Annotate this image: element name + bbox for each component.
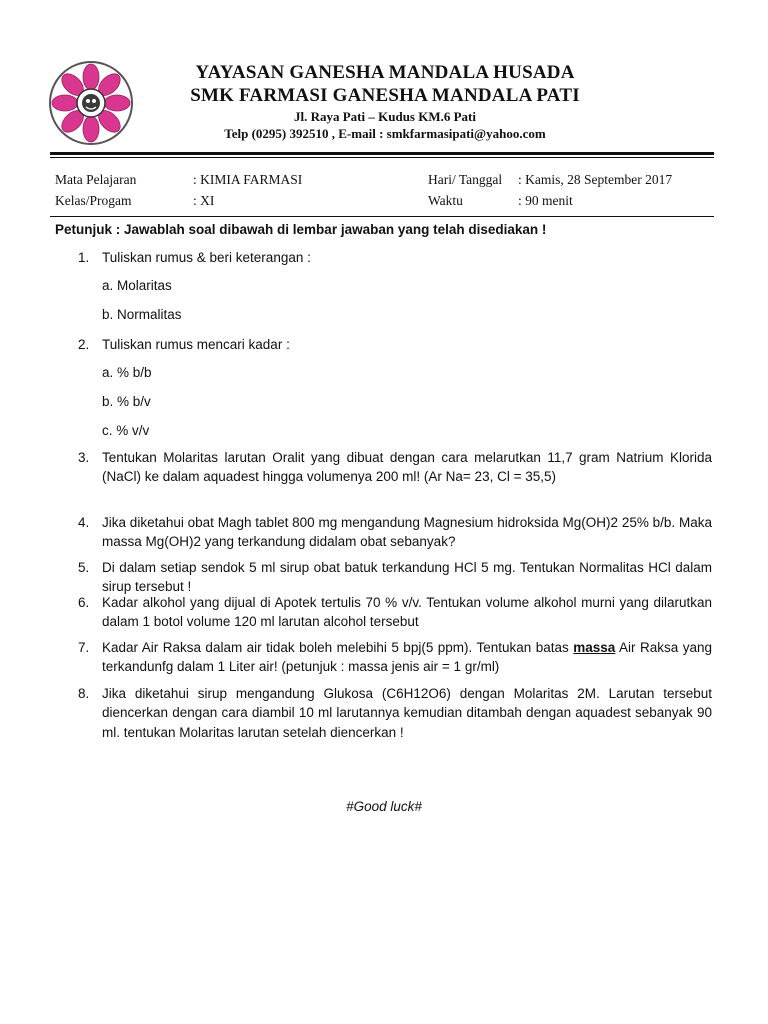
question-text-part: Kadar Air Raksa dalam air tidak boleh melebihi 5 bpj(5 ppm). Tentukan batas — [102, 640, 574, 655]
question-text-part: Air Raksa yang terkandunfg dalam 1 Liter air! (petunjuk : massa jenis air = 1 gr/ml) — [102, 640, 712, 675]
sub-item: c. % v/v — [102, 423, 150, 438]
header-divider-thin — [50, 157, 714, 158]
info-divider — [50, 216, 714, 217]
time-label: Waktu — [428, 193, 463, 208]
question-text: Jika diketahui obat Magh tablet 800 mg mengandung Magnesium hidroksida Mg(OH)2 25% b/b. Maka massa Mg(OH)2 yang terkandung didalam obat sebanyak? — [102, 515, 712, 550]
question-number: 1. — [78, 250, 90, 265]
foundation-name: YAYASAN GANESHA MANDALA HUSADA — [195, 62, 575, 83]
question-number: 2. — [78, 337, 90, 352]
question-number: 7. — [78, 640, 90, 655]
sub-item: a. % b/b — [102, 365, 152, 380]
school-logo — [48, 60, 134, 146]
school-address: Jl. Raya Pati – Kudus KM.6 Pati — [293, 109, 476, 124]
question-text: Tuliskan rumus mencari kadar : — [102, 337, 290, 352]
header-divider-thick — [50, 152, 714, 155]
question-number: 3. — [78, 450, 90, 465]
question-text — [102, 638, 712, 677]
emphasized-word: massa — [573, 640, 616, 655]
flower-emblem-icon — [48, 60, 134, 146]
question-text: Di dalam setiap sendok 5 ml sirup obat batuk terkandung HCl 5 mg. Tentukan Normalitas HCl dalam sirup tersebut ! — [102, 560, 712, 595]
question-number: 5. — [78, 560, 90, 575]
question-text: Tuliskan rumus & beri keterangan : — [102, 250, 311, 265]
good-luck-footer: #Good luck# — [346, 799, 422, 814]
question-number: 8. — [78, 686, 90, 701]
class-label: Kelas/Progam — [55, 193, 132, 208]
school-name: SMK FARMASI GANESHA MANDALA PATI — [190, 85, 580, 106]
school-contact: Telp (0295) 392510 , E-mail : smkfarmasipati@yahoo.com — [224, 126, 546, 141]
date-value: : Kamis, 28 September 2017 — [518, 172, 673, 187]
sub-item: b. Normalitas — [102, 307, 182, 322]
sub-item: a. Molaritas — [102, 278, 172, 293]
question-number: 6. — [78, 595, 90, 610]
subject-value: : KIMIA FARMASI — [193, 172, 303, 187]
question-text: Kadar alkohol yang dijual di Apotek tertulis 70 % v/v. Tentukan volume alkohol murni yang dilarutkan dalam 1 botol volume 120 ml larutan alcohol tersebut — [102, 595, 712, 630]
instruction-text: Petunjuk : Jawablah soal dibawah di lembar jawaban yang telah disediakan ! — [55, 222, 547, 237]
class-value: : XI — [193, 193, 215, 208]
question-text: Jika diketahui sirup mengandung Glukosa (C6H12O6) dengan Molaritas 2M. Larutan tersebut diencerkan dengan cara diambil 10 ml larutannya kemudian ditambah dengan aquadest sebanyak 90 ml. tentukan Molaritas larutan setelah diencerkan ! — [102, 686, 712, 740]
date-label: Hari/ Tanggal — [428, 172, 503, 187]
subject-label: Mata Pelajaran — [55, 172, 137, 187]
sub-item: b. % b/v — [102, 394, 151, 409]
time-value: : 90 menit — [518, 193, 573, 208]
question-number: 4. — [78, 515, 90, 530]
question-text: Tentukan Molaritas larutan Oralit yang dibuat dengan cara melarutkan 11,7 gram Natrium Klorida (NaCl) ke dalam aquadest hingga volumenya 200 ml! (Ar Na= 23, Cl = 35,5) — [102, 450, 712, 485]
